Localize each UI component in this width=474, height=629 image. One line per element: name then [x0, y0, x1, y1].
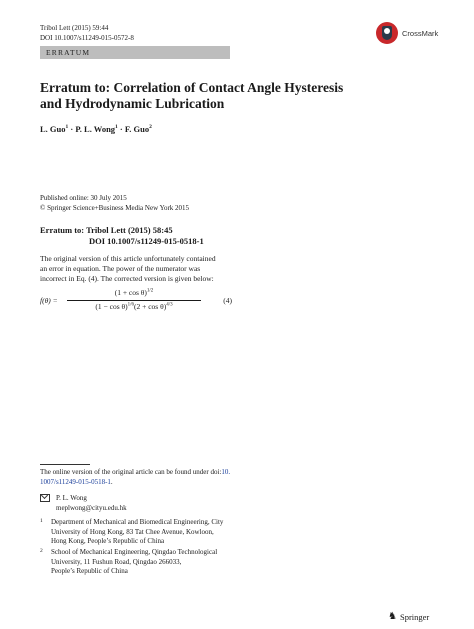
crossmark-badge[interactable] — [376, 22, 438, 44]
journal-citation — [40, 24, 134, 43]
springer-horse-icon: ♞ — [388, 611, 397, 622]
online-version-footnote — [40, 468, 232, 487]
equation-numerator — [67, 287, 201, 299]
affiliation-line: University of Hong Kong, 83 Tat Chee Avenue, Kowloon, — [51, 527, 214, 536]
body-line: The original version of this article unfortunately contained — [40, 254, 216, 263]
affiliation-line: Department of Mechanical and Biomedical Engineering, City — [51, 518, 224, 526]
fraction-bar — [67, 300, 201, 301]
equation-4 — [40, 287, 232, 317]
author-name: P. L. Wong — [75, 124, 116, 134]
denominator-exponent-1: 1/6 — [127, 302, 134, 308]
author-name: F. Guo — [124, 124, 150, 134]
affiliation-1 — [40, 518, 240, 547]
denominator-exponent-2: 4/3 — [166, 302, 173, 308]
erratum-heading — [40, 225, 204, 247]
author-separator: · — [70, 124, 74, 134]
footnote-text: The online version of the original article can be found under doi: — [40, 468, 222, 476]
publisher-logo — [388, 611, 429, 622]
footnote-end: . — [110, 477, 113, 486]
corresponding-author — [40, 494, 127, 513]
author-affil-sup: 1 — [115, 124, 118, 131]
affiliation-line: School of Mechanical Engineering, Qingdao Technological — [51, 548, 218, 556]
affiliation-2 — [40, 548, 240, 577]
affiliation-line: Hong Kong, People’s Republic of China — [51, 537, 165, 545]
author-affil-sup: 2 — [149, 124, 152, 131]
denominator-term-2: (2 + cos θ) — [134, 302, 167, 311]
author-list — [40, 124, 152, 134]
contact-email[interactable]: meplwong@cityu.edu.hk — [56, 503, 127, 512]
affiliation-line: People’s Republic of China — [51, 567, 128, 575]
affiliation-number: 2 — [40, 548, 43, 554]
footnote-divider — [40, 464, 90, 465]
crossmark-label: CrossMark — [402, 28, 439, 38]
article-type-label: ERRATUM — [46, 48, 91, 57]
copyright: © Springer Science+Business Media New York 2015 — [40, 203, 190, 212]
original-article-doi-link-b[interactable]: 1007/s11249-015-0518-1 — [40, 477, 111, 486]
article-type-banner — [40, 46, 230, 59]
publication-info — [40, 194, 189, 213]
publisher-name: Springer — [399, 611, 430, 622]
contact-name: P. L. Wong — [56, 494, 87, 502]
equation-number: (4) — [223, 296, 232, 305]
body-line: an error in equation. The power of the numerator was — [40, 264, 201, 273]
numerator-exponent: 1/2 — [146, 288, 154, 294]
erratum-heading-line-2: DOI 10.1007/s11249-015-0518-1 — [89, 236, 204, 246]
article-title — [40, 80, 360, 112]
title-line-1: Erratum to: Correlation of Contact Angle Hysteresis — [40, 80, 344, 95]
author-affil-sup: 1 — [65, 124, 69, 131]
journal-issue: Tribol Lett (2015) 59:44 — [40, 24, 109, 32]
author-name: L. Guo — [40, 124, 66, 134]
equation-lhs: f(θ) = — [40, 296, 58, 305]
title-line-2: and Hydrodynamic Lubrication — [40, 96, 225, 111]
article-doi: DOI 10.1007/s11249-015-0572-8 — [40, 33, 134, 42]
erratum-heading-line-1: Erratum to: Tribol Lett (2015) 58:45 — [40, 225, 173, 235]
numerator-base: (1 + cos θ) — [114, 288, 147, 297]
denominator-term-1: (1 − cos θ) — [95, 302, 128, 311]
envelope-icon — [40, 494, 50, 502]
original-article-doi-link-a[interactable]: 10. — [221, 468, 231, 476]
erratum-body — [40, 254, 232, 284]
equation-fraction — [67, 287, 201, 313]
affiliation-line: University, 11 Fushun Road, Qingdao 266033, — [51, 557, 182, 566]
equation-denominator — [67, 302, 201, 313]
body-line: incorrect in Eq. (4). The corrected version is given below: — [40, 274, 214, 283]
crossmark-icon — [376, 22, 398, 44]
affiliation-number: 1 — [40, 518, 43, 524]
published-date: Published online: 30 July 2015 — [40, 194, 127, 202]
author-separator: · — [119, 124, 123, 134]
